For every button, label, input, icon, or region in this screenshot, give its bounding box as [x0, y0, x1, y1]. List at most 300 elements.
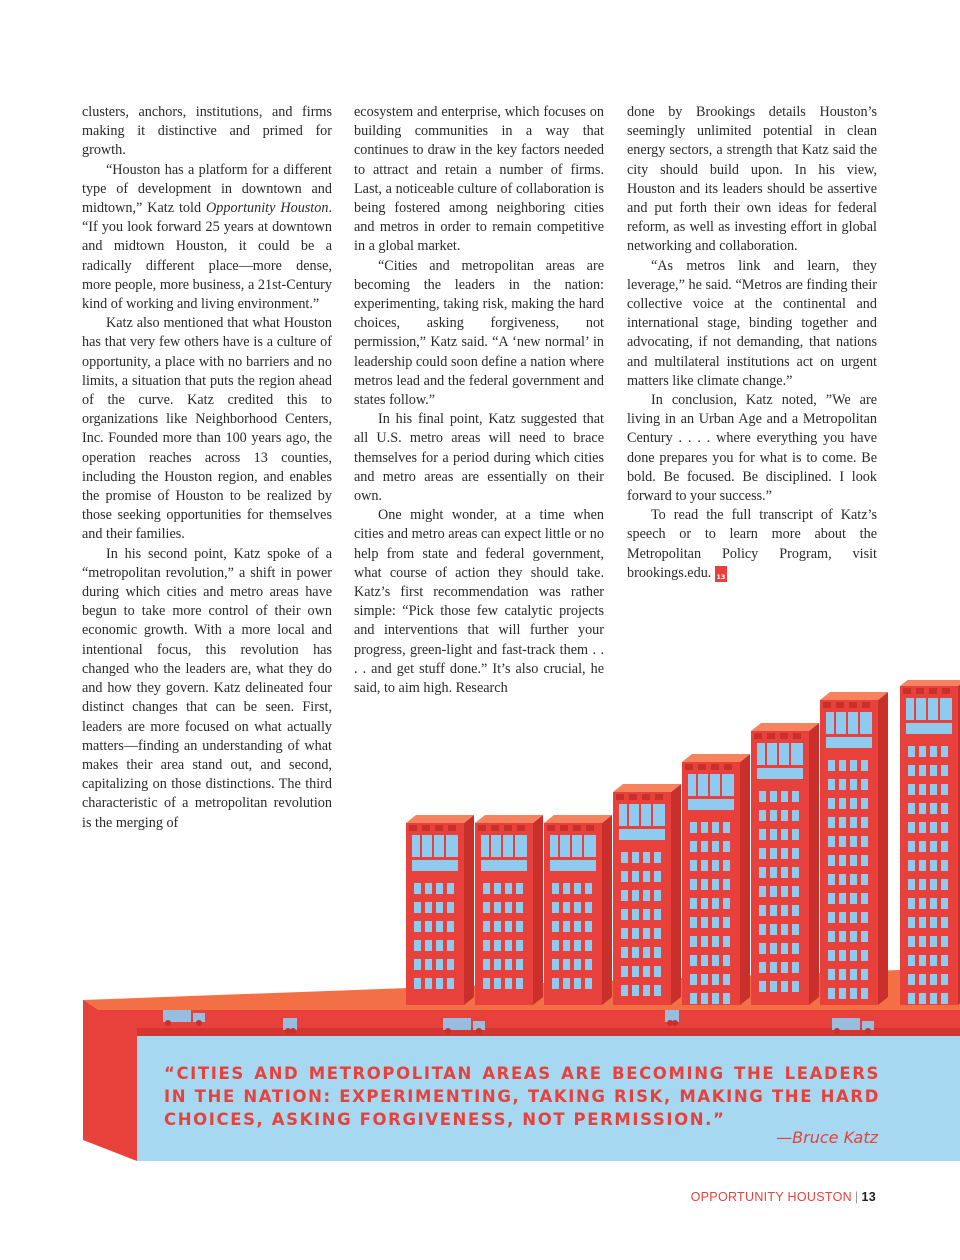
- window: [552, 959, 559, 970]
- window: [828, 988, 835, 999]
- window: [839, 988, 846, 999]
- window: [447, 902, 454, 913]
- window: [621, 852, 628, 863]
- page-footer: [691, 1190, 876, 1204]
- window: [494, 883, 501, 894]
- window: [828, 798, 835, 809]
- window: [701, 936, 708, 947]
- window: [621, 928, 628, 939]
- finger-gap: [432, 835, 434, 857]
- window: [483, 978, 490, 989]
- window: [574, 978, 581, 989]
- roof-stripe: [767, 733, 775, 739]
- window: [701, 860, 708, 871]
- window: [414, 883, 421, 894]
- wheel: [476, 1028, 482, 1034]
- window: [850, 893, 857, 904]
- window: [792, 962, 799, 973]
- window: [930, 860, 937, 871]
- finger-gap: [834, 712, 836, 734]
- window: [781, 810, 788, 821]
- window: [505, 902, 512, 913]
- window: [861, 988, 868, 999]
- window: [919, 917, 926, 928]
- window: [690, 898, 697, 909]
- window: [828, 836, 835, 847]
- window: [770, 981, 777, 992]
- window: [585, 978, 592, 989]
- window: [712, 936, 719, 947]
- window: [919, 746, 926, 757]
- window: [828, 855, 835, 866]
- paragraph: ecosystem and enterprise, which focuses on building communities in a way that continues to draw in the key factors needed to attract and retain a number of firms. Last, a noticeable culture of collaboration is being fostered among neighboring cities and metros in order to remain competitive in a global market.: [354, 104, 604, 255]
- window: [690, 936, 697, 947]
- window: [759, 848, 766, 859]
- window: [941, 765, 948, 776]
- window: [919, 860, 926, 871]
- building-roof: [751, 723, 819, 731]
- window: [574, 883, 581, 894]
- window: [701, 917, 708, 928]
- window: [908, 765, 915, 776]
- text-column-2: [354, 103, 604, 698]
- fist-shape: [906, 698, 952, 734]
- window: [712, 879, 719, 890]
- window: [781, 886, 788, 897]
- window: [930, 917, 937, 928]
- window: [941, 822, 948, 833]
- roof-stripe: [916, 688, 924, 694]
- window: [447, 940, 454, 951]
- roof-stripe: [616, 794, 624, 800]
- window: [632, 985, 639, 996]
- window: [585, 883, 592, 894]
- finger-gap: [765, 743, 767, 765]
- window: [792, 867, 799, 878]
- window: [850, 760, 857, 771]
- window: [759, 886, 766, 897]
- pull-quote-attribution: —Bruce Katz: [776, 1128, 878, 1147]
- fist-shape: [757, 743, 803, 779]
- window: [850, 931, 857, 942]
- window: [436, 902, 443, 913]
- window: [908, 879, 915, 890]
- window: [930, 841, 937, 852]
- window: [643, 890, 650, 901]
- window: [621, 966, 628, 977]
- thumb-line: [481, 857, 527, 860]
- window: [505, 883, 512, 894]
- roof-stripe: [435, 825, 443, 831]
- window: [861, 950, 868, 961]
- roof-stripe: [823, 702, 831, 708]
- window: [919, 841, 926, 852]
- window: [941, 746, 948, 757]
- window: [941, 860, 948, 871]
- window: [930, 955, 937, 966]
- window: [861, 817, 868, 828]
- window: [654, 871, 661, 882]
- building: [475, 815, 543, 1005]
- wheel: [290, 1028, 296, 1034]
- window: [516, 940, 523, 951]
- window: [690, 822, 697, 833]
- fist-shape: [688, 774, 734, 810]
- thumb-line: [688, 796, 734, 799]
- window: [436, 959, 443, 970]
- window: [505, 959, 512, 970]
- building-side: [533, 815, 543, 1005]
- truck-body: [665, 1010, 679, 1022]
- window: [712, 898, 719, 909]
- window: [828, 779, 835, 790]
- truck-body: [283, 1018, 297, 1030]
- finger-gap: [639, 804, 641, 826]
- window: [792, 848, 799, 859]
- window: [414, 902, 421, 913]
- window: [781, 848, 788, 859]
- thumb-line: [412, 857, 458, 860]
- window: [792, 943, 799, 954]
- window: [563, 940, 570, 951]
- paragraph: “Houston has a platform for a different type of development in downtown and midtown,” Katz told Opportunity Houston. “If you look forward 25 years at downtown and midtown Houston, it could be a radically different place—more dense, more people, more business, a 21st-Century kind of working and living environment.”: [82, 161, 332, 313]
- finger-gap: [914, 698, 916, 720]
- window: [839, 893, 846, 904]
- pull-quote-text: “CITIES AND METROPOLITAN AREAS ARE BECOMING THE LEADERS IN THE NATION: EXPERIMENTING, TAKING RISK, MAKING THE HARD CHOICES, ASKING FORGIVENESS, NOT PERMISSION.”: [164, 1064, 880, 1129]
- truck-icon: [665, 1010, 679, 1026]
- window: [516, 978, 523, 989]
- window: [839, 969, 846, 980]
- window: [483, 959, 490, 970]
- window: [861, 836, 868, 847]
- finger-gap: [420, 835, 422, 857]
- window: [654, 928, 661, 939]
- window: [850, 912, 857, 923]
- building: [544, 815, 612, 1005]
- window: [781, 981, 788, 992]
- thumb-line: [757, 765, 803, 768]
- window: [494, 902, 501, 913]
- roof-stripe: [504, 825, 512, 831]
- window: [759, 924, 766, 935]
- window: [941, 803, 948, 814]
- window: [701, 898, 708, 909]
- window: [759, 810, 766, 821]
- buildings-group: [406, 680, 960, 1005]
- finger-gap: [926, 698, 928, 720]
- window: [643, 852, 650, 863]
- roof-stripe: [586, 825, 594, 831]
- window: [839, 836, 846, 847]
- thumb-line: [619, 826, 665, 829]
- window: [483, 883, 490, 894]
- window: [701, 974, 708, 985]
- window: [930, 822, 937, 833]
- window: [563, 902, 570, 913]
- roof-stripe: [422, 825, 430, 831]
- window: [712, 974, 719, 985]
- window: [436, 883, 443, 894]
- paragraph: done by Brookings details Houston’s seemingly unlimited potential in clean energy sectors, a strength that Katz said the city should build upon. In his view, Houston and its leaders should be assertive and put forth their own ideas for federal reform, as well as investing effort in global networking and collaboration.: [627, 104, 877, 255]
- window: [759, 867, 766, 878]
- finger-gap: [501, 835, 503, 857]
- window: [759, 981, 766, 992]
- window: [770, 867, 777, 878]
- window: [908, 784, 915, 795]
- window: [908, 803, 915, 814]
- window: [839, 779, 846, 790]
- window: [494, 921, 501, 932]
- window: [759, 943, 766, 954]
- roof-stripe: [573, 825, 581, 831]
- window: [723, 879, 730, 890]
- window: [494, 959, 501, 970]
- paragraph: “Cities and metropolitan areas are becoming the leaders in the nation: experimenting, taking risk, making the hard choices, asking forgiveness, not permission,” Katz said. “A ‘new normal’ in leadership could soon define a nation where metros lead and the federal government and states follow.”: [354, 257, 604, 409]
- window: [621, 947, 628, 958]
- window: [839, 931, 846, 942]
- window: [941, 955, 948, 966]
- window: [643, 985, 650, 996]
- window: [861, 798, 868, 809]
- window: [505, 921, 512, 932]
- window: [930, 784, 937, 795]
- finger-gap: [627, 804, 629, 826]
- window: [552, 978, 559, 989]
- finger-gap: [444, 835, 446, 857]
- window: [828, 760, 835, 771]
- fist-shape: [481, 835, 527, 871]
- window: [781, 867, 788, 878]
- building: [682, 754, 750, 1005]
- window: [552, 883, 559, 894]
- building-side: [740, 754, 750, 1005]
- roof-stripe: [849, 702, 857, 708]
- window: [930, 765, 937, 776]
- building-side: [809, 723, 819, 1005]
- window: [516, 959, 523, 970]
- window: [941, 879, 948, 890]
- window: [552, 902, 559, 913]
- window: [770, 943, 777, 954]
- window: [919, 955, 926, 966]
- finger-gap: [777, 743, 779, 765]
- window: [505, 978, 512, 989]
- building-side: [602, 815, 612, 1005]
- publication-title: Opportunity Houston: [206, 200, 329, 217]
- window: [919, 898, 926, 909]
- window: [759, 791, 766, 802]
- window: [654, 985, 661, 996]
- window: [516, 921, 523, 932]
- window: [919, 936, 926, 947]
- window: [632, 890, 639, 901]
- window: [839, 912, 846, 923]
- window: [781, 924, 788, 935]
- window: [723, 841, 730, 852]
- window: [908, 974, 915, 985]
- window: [908, 841, 915, 852]
- window: [770, 791, 777, 802]
- building-roof: [406, 815, 474, 823]
- window: [908, 917, 915, 928]
- window: [861, 969, 868, 980]
- window: [690, 993, 697, 1004]
- paragraph: In conclusion, Katz noted, ”We are living in an Urban Age and a Metropolitan Century . . . . where everything you have done prepares you for what is to come. Be bold. Be focused. Be disciplined. I look forward to your success.”: [627, 392, 877, 505]
- roof-stripe: [942, 688, 950, 694]
- window: [919, 765, 926, 776]
- finger-gap: [696, 774, 698, 796]
- window: [436, 921, 443, 932]
- roof-stripe: [642, 794, 650, 800]
- window: [701, 955, 708, 966]
- finger-gap: [720, 774, 722, 796]
- building: [751, 723, 819, 1005]
- window: [781, 962, 788, 973]
- fist-shape: [550, 835, 596, 871]
- building-roof: [475, 815, 543, 823]
- footer-separator: |: [854, 1190, 859, 1204]
- roof-stripe: [698, 764, 706, 770]
- window: [414, 921, 421, 932]
- window: [632, 928, 639, 939]
- paragraph: “As metros link and learn, they leverage,” he said. “Metros are finding their collective voice at the continental and international stage, binding together and advocating, if not demanding, that nations and multilateral institutions act on urgent matters like climate change.”: [627, 257, 877, 389]
- window: [701, 993, 708, 1004]
- window: [861, 779, 868, 790]
- roof-stripe: [491, 825, 499, 831]
- building-roof: [613, 784, 681, 792]
- window: [483, 921, 490, 932]
- truck-icon: [283, 1018, 297, 1034]
- roof-stripe: [862, 702, 870, 708]
- window: [759, 962, 766, 973]
- window: [654, 890, 661, 901]
- window: [792, 791, 799, 802]
- window: [839, 874, 846, 885]
- window: [850, 798, 857, 809]
- window: [712, 841, 719, 852]
- roof-stripe: [754, 733, 762, 739]
- window: [690, 917, 697, 928]
- finger-gap: [651, 804, 653, 826]
- window: [574, 940, 581, 951]
- window: [908, 860, 915, 871]
- window: [941, 841, 948, 852]
- window: [563, 959, 570, 970]
- building: [900, 680, 960, 1005]
- window: [919, 784, 926, 795]
- window: [690, 974, 697, 985]
- paragraph: In his second point, Katz spoke of a “metropolitan revolution,” a shift in power during which cities and metro areas have begun to take more control of their own economic growth. With a more local and intentional focus, this revolution has changed who the leaders are, what they do and how they govern. Katz delineated four distinct changes that can be seen. First, leaders are more focused on what actually matters—finding an understanding of what makes their area stand out, and second, capitalizing on those distinctions. The third characteristic of a metropolitan revolution is the merging of: [82, 545, 332, 831]
- window: [621, 871, 628, 882]
- window: [723, 974, 730, 985]
- window: [516, 883, 523, 894]
- roof-stripe: [655, 794, 663, 800]
- building-roof: [544, 815, 612, 823]
- window: [632, 909, 639, 920]
- window: [723, 860, 730, 871]
- window: [792, 829, 799, 840]
- window: [828, 931, 835, 942]
- window: [930, 803, 937, 814]
- finger-gap: [858, 712, 860, 734]
- finger-gap: [708, 774, 710, 796]
- window: [850, 988, 857, 999]
- roof-stripe: [448, 825, 456, 831]
- window: [621, 890, 628, 901]
- window: [712, 860, 719, 871]
- finger-gap: [846, 712, 848, 734]
- window: [908, 746, 915, 757]
- window: [447, 959, 454, 970]
- building-side: [878, 692, 888, 1005]
- window: [930, 993, 937, 1004]
- roof-stripe: [793, 733, 801, 739]
- building-side: [671, 784, 681, 1005]
- window: [839, 855, 846, 866]
- window: [759, 829, 766, 840]
- window: [828, 912, 835, 923]
- finger-gap: [582, 835, 584, 857]
- window: [723, 955, 730, 966]
- window: [941, 917, 948, 928]
- window: [701, 841, 708, 852]
- finger-gap: [513, 835, 515, 857]
- roof-stripe: [836, 702, 844, 708]
- window: [941, 993, 948, 1004]
- window: [563, 921, 570, 932]
- window: [941, 784, 948, 795]
- wheel: [196, 1020, 202, 1026]
- thumb-line: [906, 720, 952, 723]
- window: [850, 817, 857, 828]
- window: [516, 902, 523, 913]
- window: [861, 760, 868, 771]
- wheel: [672, 1020, 678, 1026]
- window: [723, 917, 730, 928]
- window: [770, 829, 777, 840]
- window: [425, 978, 432, 989]
- window: [930, 898, 937, 909]
- window: [839, 798, 846, 809]
- window: [828, 817, 835, 828]
- building: [613, 784, 681, 1005]
- window: [505, 940, 512, 951]
- window: [930, 746, 937, 757]
- roof-stripe: [629, 794, 637, 800]
- window: [781, 905, 788, 916]
- window: [552, 921, 559, 932]
- finger-gap: [938, 698, 940, 720]
- building-side: [464, 815, 474, 1005]
- window: [585, 940, 592, 951]
- paragraph: In his final point, Katz suggested that all U.S. metro areas will need to brace themselves for a period during which cities and metro areas are essentially on their own.: [354, 411, 604, 505]
- window: [654, 852, 661, 863]
- window: [770, 848, 777, 859]
- end-mark-icon: 20 13: [716, 565, 748, 581]
- window: [792, 924, 799, 935]
- window: [919, 822, 926, 833]
- finger-gap: [558, 835, 560, 857]
- window: [850, 969, 857, 980]
- thumb-line: [826, 734, 872, 737]
- window: [828, 950, 835, 961]
- window: [425, 921, 432, 932]
- window: [712, 917, 719, 928]
- window: [839, 817, 846, 828]
- window: [930, 936, 937, 947]
- window: [712, 822, 719, 833]
- paragraph: Katz also mentioned that what Houston has that very few others have is a culture of opportunity, a place with no barriers and no limits, a situation that puts the region ahead of the curve. Katz credited this to organizations like Neighborhood Centers, Inc. Founded more than 100 years ago, the operation reaches across 13 counties, including the Houston region, and enables the promise of Houston to be realized by those seeking opportunities for themselves and their families.: [82, 315, 332, 543]
